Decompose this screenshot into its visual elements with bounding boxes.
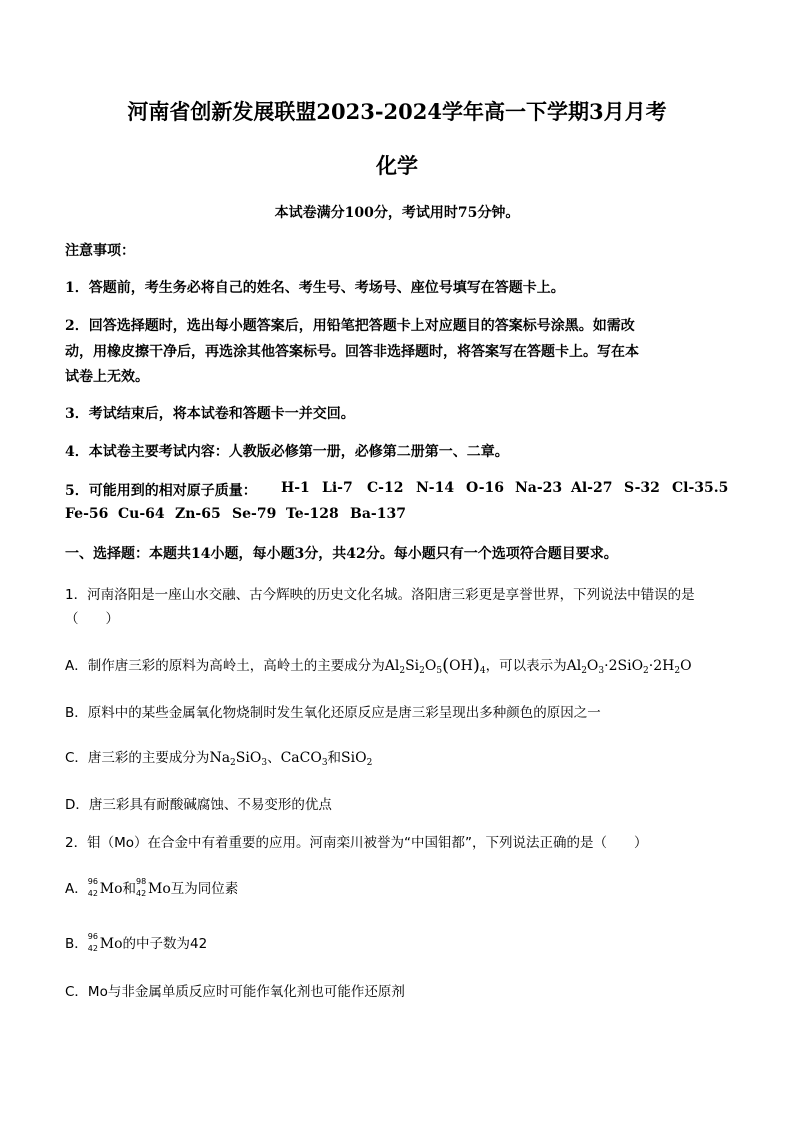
atomic-mass-na: Na-23 — [515, 480, 563, 496]
option-a-label: A． — [65, 881, 88, 897]
atomic-mass-al: Al-27 — [571, 480, 613, 496]
question-1-stem-line-2: （ ） — [65, 611, 119, 627]
atomic-mass-li: Li-7 — [322, 480, 353, 496]
subject-title: 化学 — [376, 153, 418, 178]
notice-item-4: 4．本试卷主要考试内容：人教版必修第一册，必修第二册第一、二章。 — [65, 444, 509, 460]
option-b-label: B． — [65, 936, 88, 952]
atomic-mass-te: Te-128 — [286, 506, 339, 522]
option-b-tail: 的中子数为42 — [122, 936, 208, 952]
score-info: 本试卷满分100分，考试用时75分钟。 — [274, 205, 520, 221]
notice-heading: 注意事项： — [65, 243, 135, 259]
question-1-option-c — [65, 746, 372, 766]
element-symbol: Mo — [99, 936, 123, 952]
notice-item-5-label: 5．可能用到的相对原子质量： — [65, 483, 257, 499]
option-a-tail: 互为同位素 — [170, 881, 239, 897]
notice-item-2-line-1: 2．回答选择题时，选出每小题答案后，用铅笔把答题卡上对应题目的答案标号涂黑。如需改 — [65, 318, 635, 334]
formula-kaolinite: $Al_2Si_2O_5(OH)_4$ — [384, 655, 486, 676]
option-a-mid: 和 — [122, 881, 137, 897]
notice-item-1: 1．答题前，考生务必将自己的姓名、考生号、考场号、座位号填写在答题卡上。 — [65, 280, 565, 296]
element-symbol: Mo — [148, 881, 171, 897]
atomic-mass-h: H-1 — [281, 480, 310, 496]
notice-item-2-line-2: 动，用橡皮擦干净后，再选涂其他答案标号。回答非选择题时，将答案写在答题卡上。写在本 — [65, 344, 639, 360]
question-2-option-a — [65, 877, 238, 897]
nuclide-mo-98: 98 42 — [136, 877, 147, 898]
question-2-option-b — [65, 932, 207, 952]
question-1-option-d: D．唐三彩具有耐酸碱腐蚀、不易变形的优点 — [65, 797, 332, 813]
element-symbol: Mo — [99, 881, 123, 897]
question-2-stem: 2．钼（Mo）在合金中有着重要的应用。河南栾川被誉为“中国钼都”，下列说法正确的是（ ） — [65, 835, 648, 851]
section-1-heading: 一、选择题：本题共14小题，每小题3分，共42分。每小题只有一个选项符合题目要求。 — [65, 546, 618, 562]
nuclide-mo-96: 96 42 — [87, 877, 98, 898]
exam-title: 河南省创新发展联盟2023-2024学年高一下学期3月月考 — [127, 99, 667, 124]
question-1-stem-line-1: 1．河南洛阳是一座山水交融、古今辉映的历史文化名城。洛阳唐三彩更是享誉世界，下列说法中错误的是 — [65, 587, 695, 603]
atomic-mass-s: S-32 — [624, 480, 660, 496]
atomic-mass-fe: Fe-56 — [65, 506, 109, 522]
atomic-mass-o: O-16 — [466, 480, 505, 496]
atomic-mass-zn: Zn-65 — [175, 506, 221, 522]
formula-calcium-carbonate: CaCO$_3$ — [280, 750, 328, 768]
formula-silica: SiO$_2$ — [341, 750, 373, 768]
formula-sodium-silicate: $Na_2SiO_3$ — [209, 750, 268, 768]
atomic-mass-ba: Ba-137 — [350, 506, 406, 522]
notice-item-3: 3．考试结束后，将本试卷和答题卡一并交回。 — [65, 406, 355, 422]
atomic-mass-cu: Cu-64 — [118, 506, 165, 522]
atomic-mass-cl: Cl-35.5 — [672, 480, 729, 496]
question-2-option-c: C．Mo与非金属单质反应时可能作氧化剂也可能作还原剂 — [65, 984, 405, 1000]
atomic-mass-n: N-14 — [416, 480, 455, 496]
atomic-mass-c: C-12 — [367, 480, 404, 496]
nuclide-mo-96: 96 42 — [87, 932, 98, 953]
option-c-text-2: 、 — [267, 750, 281, 766]
option-c-text-3: 和 — [327, 750, 342, 766]
question-1-option-b: B．原料中的某些金属氧化物烧制时发生氧化还原反应是唐三彩呈现出多种颜色的原因之一 — [65, 705, 601, 721]
atomic-mass-se: Se-79 — [232, 506, 277, 522]
option-a-text-1: A．制作唐三彩的原料为高岭土，高岭土的主要成分为 — [65, 658, 385, 674]
option-c-text-1: C．唐三彩的主要成分为 — [65, 750, 210, 766]
question-1-option-a — [65, 654, 692, 676]
formula-oxide-form: $Al_2O_3\cdot 2SiO_2\cdot 2H_2O$ — [566, 658, 692, 676]
notice-item-2-line-3: 试卷上无效。 — [65, 369, 149, 385]
option-a-text-2: ，可以表示为 — [485, 658, 567, 674]
